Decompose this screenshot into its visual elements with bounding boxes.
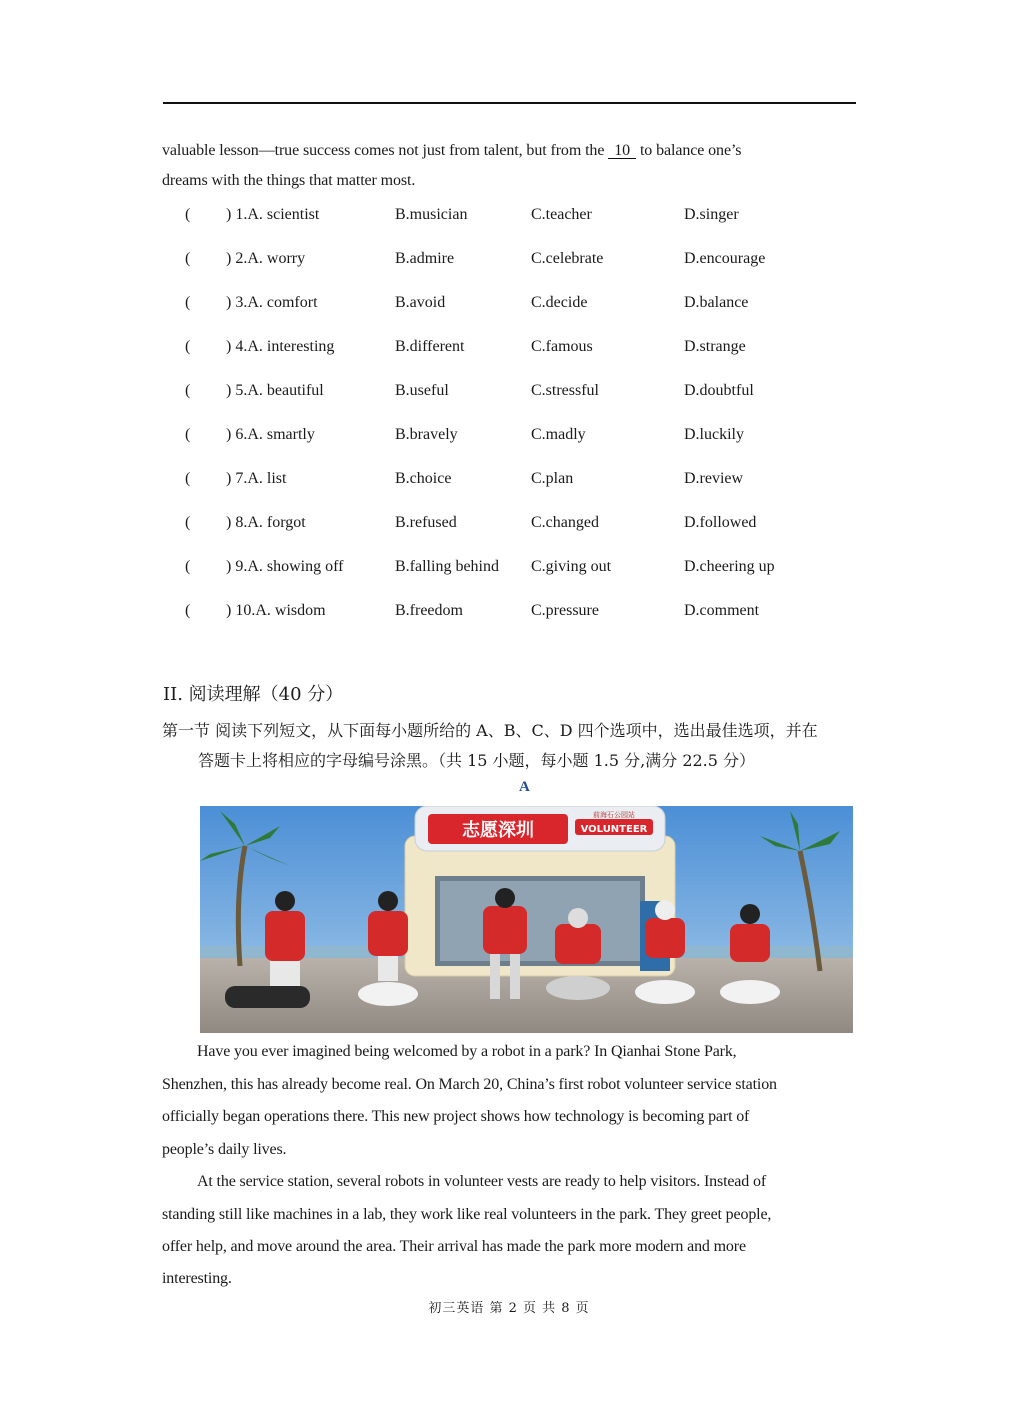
question-row bbox=[0, 426, 1018, 450]
option-b: B.falling behind bbox=[395, 558, 499, 575]
answer-bracket: ( bbox=[185, 206, 191, 223]
blank-10: 10 bbox=[608, 143, 636, 159]
cloze-tail-line-2: dreams with the things that matter most. bbox=[162, 172, 416, 189]
answer-bracket: ( bbox=[185, 602, 191, 619]
instruction-line-1: 第一节 阅读下列短文，从下面每小题所给的 A、B、C、D 四个选项中，选出最佳选项，并在 bbox=[162, 721, 818, 740]
option-a: ) 7.A. list bbox=[226, 470, 287, 487]
robot-volunteer-photo bbox=[200, 806, 853, 1033]
question-row bbox=[0, 602, 1018, 626]
option-c: C.giving out bbox=[531, 558, 612, 575]
option-a: ) 2.A. worry bbox=[226, 250, 306, 267]
passage-label: A bbox=[519, 779, 530, 795]
question-row bbox=[0, 206, 1018, 230]
option-a: ) 8.A. forgot bbox=[226, 514, 306, 531]
option-d: D.encourage bbox=[684, 250, 766, 267]
option-b: B.refused bbox=[395, 514, 457, 531]
sign-chinese: 志愿深圳 bbox=[462, 820, 534, 841]
option-a: ) 10.A. wisdom bbox=[226, 602, 326, 619]
section-title: II. 阅读理解（40 分） bbox=[163, 684, 344, 705]
passage-line: Have you ever imagined being welcomed by a robot in a park? In Qianhai Stone Park, bbox=[197, 1043, 737, 1060]
question-row bbox=[0, 382, 1018, 406]
question-row bbox=[0, 294, 1018, 318]
option-b: B.freedom bbox=[395, 602, 463, 619]
header-rule bbox=[163, 102, 856, 104]
option-c: C.celebrate bbox=[531, 250, 604, 267]
option-a: ) 9.A. showing off bbox=[226, 558, 344, 575]
passage-line: interesting. bbox=[162, 1270, 232, 1287]
answer-bracket: ( bbox=[185, 426, 191, 443]
option-a: ) 4.A. interesting bbox=[226, 338, 335, 355]
option-c: C.plan bbox=[531, 470, 574, 487]
option-c: C.changed bbox=[531, 514, 599, 531]
answer-bracket: ( bbox=[185, 382, 191, 399]
passage-line: people’s daily lives. bbox=[162, 1141, 287, 1158]
option-d: D.followed bbox=[684, 514, 757, 531]
option-d: D.doubtful bbox=[684, 382, 754, 399]
option-b: B.different bbox=[395, 338, 465, 355]
option-b: B.choice bbox=[395, 470, 452, 487]
option-c: C.pressure bbox=[531, 602, 599, 619]
option-d: D.balance bbox=[684, 294, 749, 311]
option-b: B.useful bbox=[395, 382, 449, 399]
answer-bracket: ( bbox=[185, 514, 191, 531]
answer-bracket: ( bbox=[185, 294, 191, 311]
passage-line: standing still like machines in a lab, they work like real volunteers in the park. They greet people, bbox=[162, 1206, 772, 1223]
option-c: C.decide bbox=[531, 294, 588, 311]
cloze-text: valuable lesson—true success comes not just from talent, but from the bbox=[162, 142, 609, 159]
question-row bbox=[0, 514, 1018, 538]
option-d: D.strange bbox=[684, 338, 746, 355]
option-a: ) 3.A. comfort bbox=[226, 294, 318, 311]
option-d: D.cheering up bbox=[684, 558, 775, 575]
sign-volunteer: VOLUNTEER bbox=[580, 824, 648, 835]
page-footer: 初三英语 第 2 页 共 8 页 bbox=[428, 1301, 590, 1316]
cloze-tail-line-1 bbox=[162, 142, 741, 160]
sign-small: 前海石公园站 bbox=[593, 811, 635, 819]
option-a: ) 1.A. scientist bbox=[226, 206, 320, 223]
option-a: ) 6.A. smartly bbox=[226, 426, 315, 443]
option-d: D.review bbox=[684, 470, 744, 487]
option-d: D.singer bbox=[684, 206, 739, 223]
option-c: C.famous bbox=[531, 338, 593, 355]
option-d: D.comment bbox=[684, 602, 760, 619]
option-c: C.teacher bbox=[531, 206, 592, 223]
option-b: B.admire bbox=[395, 250, 455, 267]
option-b: B.musician bbox=[395, 206, 468, 223]
answer-bracket: ( bbox=[185, 558, 191, 575]
option-c: C.madly bbox=[531, 426, 586, 443]
answer-bracket: ( bbox=[185, 470, 191, 487]
option-a: ) 5.A. beautiful bbox=[226, 382, 324, 399]
option-d: D.luckily bbox=[684, 426, 744, 443]
option-c: C.stressful bbox=[531, 382, 599, 399]
passage-line: officially began operations there. This new project shows how technology is becoming part of bbox=[162, 1108, 750, 1125]
question-row bbox=[0, 250, 1018, 274]
answer-bracket: ( bbox=[185, 338, 191, 355]
question-row bbox=[0, 470, 1018, 494]
answer-bracket: ( bbox=[185, 250, 191, 267]
passage-line: At the service station, several robots in volunteer vests are ready to help visitors. Instead of bbox=[197, 1173, 766, 1190]
instruction-line-2: 答题卡上将相应的字母编号涂黑。（共 15 小题，每小题 1.5 分,满分 22.5 分） bbox=[198, 751, 756, 770]
question-row bbox=[0, 338, 1018, 362]
passage-line: Shenzhen, this has already become real. On March 20, China’s first robot volunteer service station bbox=[162, 1076, 777, 1093]
cloze-text: to balance one’s bbox=[636, 142, 742, 159]
passage-line: offer help, and move around the area. Their arrival has made the park more modern and more bbox=[162, 1238, 746, 1255]
question-row bbox=[0, 558, 1018, 582]
option-b: B.bravely bbox=[395, 426, 458, 443]
option-b: B.avoid bbox=[395, 294, 446, 311]
